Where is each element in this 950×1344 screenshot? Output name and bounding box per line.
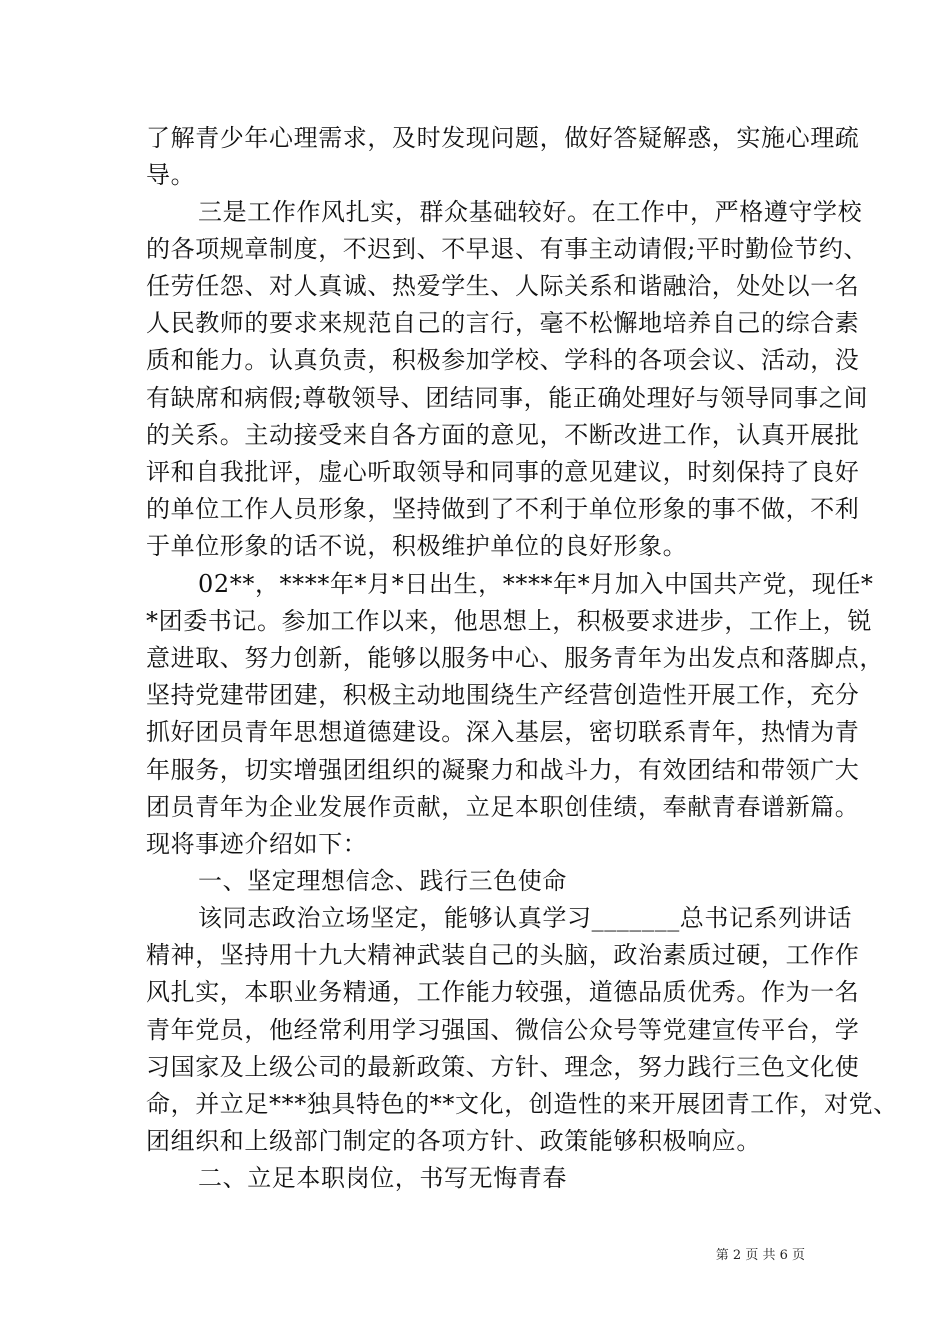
paragraph-start-line: 三是工作作风扎实，群众基础较好。在工作中，严格遵守学校 xyxy=(198,198,863,226)
text-line: 坚持党建带团建，积极主动地围绕生产经营创造性开展工作，充分 xyxy=(146,681,860,709)
text-line: 评和自我批评，虚心听取领导和同事的意见建议，时刻保持了良好 xyxy=(146,458,860,486)
text-line: 意进取、努力创新，能够以服务中心、服务青年为出发点和落脚点， xyxy=(146,644,884,672)
text-line: 精神，坚持用十九大精神武装自己的头脑，政治素质过硬，工作作 xyxy=(146,941,860,969)
text-line: 的各项规章制度，不迟到、不早退、有事主动请假;平时勤俭节约、 xyxy=(146,235,869,263)
section-heading-1: 一、坚定理想信念、践行三色使命 xyxy=(198,867,567,895)
text-line: 了解青少年心理需求，及时发现问题，做好答疑解惑，实施心理疏 xyxy=(146,124,860,152)
text-line: 习国家及上级公司的最新政策、方针、理念，努力践行三色文化使 xyxy=(146,1053,860,1081)
text-line: 团组织和上级部门制定的各项方针、政策能够积极响应。 xyxy=(146,1127,761,1155)
text-line: 导。 xyxy=(146,161,196,189)
text-line: 年服务，切实增强团组织的凝聚力和战斗力，有效团结和带领广大 xyxy=(146,756,860,784)
paragraph-start-line: 该同志政治立场坚定，能够认真学习_______总书记系列讲话 xyxy=(198,904,852,932)
text-line: 青年党员，他经常利用学习强国、微信公众号等党建宣传平台，学 xyxy=(146,1016,860,1044)
text-line: 现将事迹介绍如下： xyxy=(146,830,368,858)
text-line: 的单位工作人员形象，坚持做到了不利于单位形象的事不做，不利 xyxy=(146,495,860,523)
text-line: 于单位形象的话不说，积极维护单位的良好形象。 xyxy=(146,532,688,560)
text-line: 任劳任怨、对人真诚、热爱学生、人际关系和谐融洽，处处以一名 xyxy=(146,272,860,300)
text-line: 人民教师的要求来规范自己的言行，毫不松懈地培养自己的综合素 xyxy=(146,309,860,337)
text-line: 抓好团员青年思想道德建设。深入基层，密切联系青年，热情为青 xyxy=(146,718,860,746)
text-line: *团委书记。参加工作以来，他思想上，积极要求进步，工作上，锐 xyxy=(146,607,872,635)
text-line: 有缺席和病假;尊敬领导、团结同事，能正确处理好与领导同事之间 xyxy=(146,384,869,412)
text-line: 命，并立足***独具特色的**文化，创造性的来开展团青工作，对党、 xyxy=(146,1090,898,1118)
text-line: 团员青年为企业发展作贡献，立足本职创佳绩，奉献青春谱新篇。 xyxy=(146,793,860,821)
section-heading-2: 二、立足本职岗位，书写无悔青春 xyxy=(198,1164,567,1192)
paragraph-start-line: 02**，****年*月*日出生，****年*月加入中国共产党，现任* xyxy=(198,570,874,598)
text-line: 质和能力。认真负责，积极参加学校、学科的各项会议、活动，没 xyxy=(146,346,860,374)
page-number-footer: 第 2 页 共 6 页 xyxy=(715,1248,805,1263)
text-line: 的关系。主动接受来自各方面的意见，不断改进工作，认真开展批 xyxy=(146,421,860,449)
text-line: 风扎实，本职业务精通，工作能力较强，道德品质优秀。作为一名 xyxy=(146,978,860,1006)
